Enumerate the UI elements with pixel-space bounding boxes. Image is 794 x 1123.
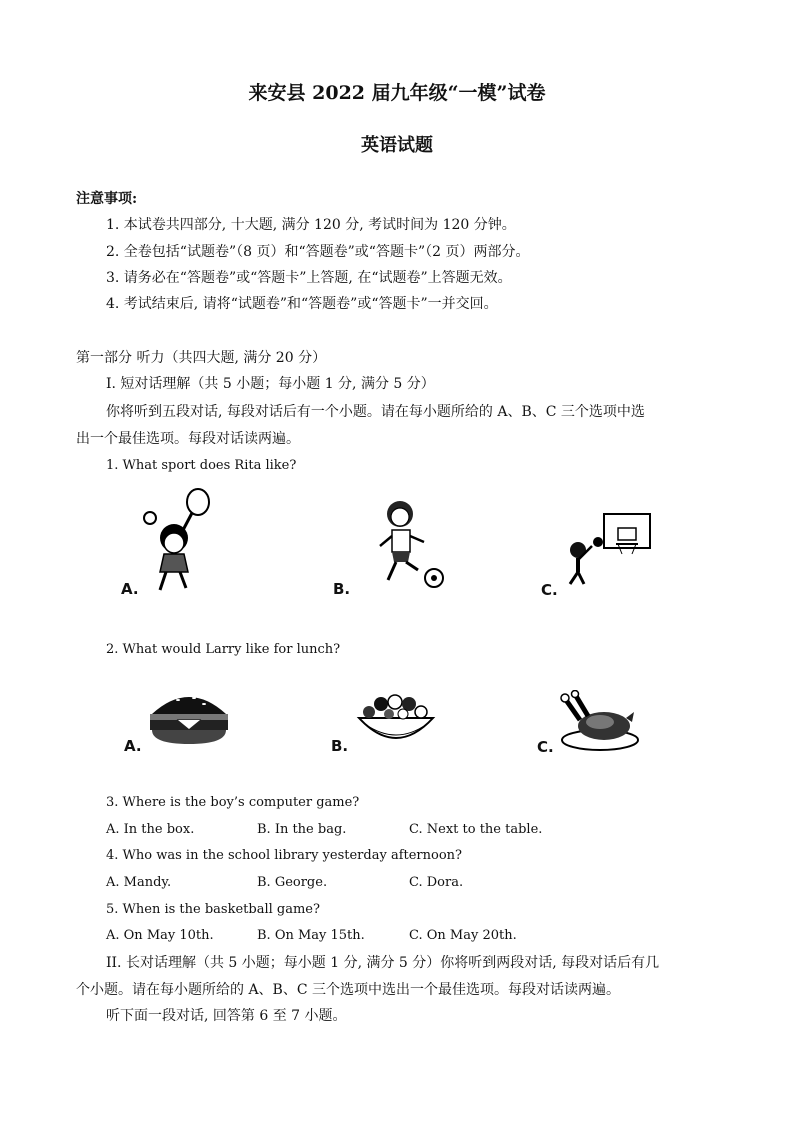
soccer-icon	[374, 498, 446, 590]
option-b: B. On May 15th.	[257, 928, 365, 943]
option-b-label: B.	[331, 737, 349, 755]
question-1: 1. What sport does Rita like?	[106, 458, 297, 473]
option-c-label: C.	[541, 581, 558, 599]
tennis-icon	[140, 488, 220, 596]
hamburger-icon	[148, 688, 230, 748]
option-c: C. Next to the table.	[409, 822, 543, 837]
section-2-instruction: 个小题。请在每小题所给的 A、B、C 三个选项中选出一个最佳选项。每段对话读两遍。	[76, 982, 621, 998]
option-a: A. In the box.	[106, 822, 195, 837]
option-c: C. On May 20th.	[409, 928, 517, 943]
option-b: B. In the bag.	[257, 822, 347, 837]
option-c-label: C.	[537, 738, 554, 756]
part-heading: 第一部分 听力（共四大题, 满分 20 分）	[76, 350, 327, 366]
notice-heading: 注意事项:	[76, 191, 138, 207]
notice-item: 1. 本试卷共四部分, 十大题, 满分 120 分, 考试时间为 120 分钟。	[106, 217, 516, 233]
question-3: 3. Where is the boy’s computer game?	[106, 795, 360, 810]
notice-item: 2. 全卷包括“试题卷”（8 页）和“答题卷”或“答题卡”（2 页）两部分。	[106, 244, 530, 260]
option-a: A. Mandy.	[106, 875, 172, 890]
option-c: C. Dora.	[409, 875, 464, 890]
salad-icon	[355, 690, 437, 750]
section-2-instruction: 听下面一段对话, 回答第 6 至 7 小题。	[106, 1008, 347, 1024]
notice-item: 3. 请务必在“答题卷”或“答题卡”上答题, 在“试题卷”上答题无效。	[106, 270, 512, 286]
notice-item: 4. 考试结束后, 请将“试题卷”和“答题卷”或“答题卡”一并交回。	[106, 296, 498, 312]
roast-chicken-icon	[560, 690, 640, 754]
option-b-label: B.	[333, 580, 351, 598]
option-b: B. George.	[257, 875, 328, 890]
paper-subtitle: 英语试题	[361, 135, 433, 156]
option-a: A. On May 10th.	[106, 928, 214, 943]
basketball-icon	[560, 510, 656, 586]
section-2-instruction: II. 长对话理解（共 5 小题；每小题 1 分, 满分 5 分）你将听到两段对话, 每段对话后有几	[106, 955, 660, 971]
option-a-label: A.	[124, 737, 142, 755]
section-title: I. 短对话理解（共 5 小题；每小题 1 分, 满分 5 分）	[106, 376, 435, 392]
question-5: 5. When is the basketball game?	[106, 902, 320, 917]
paper-title: 来安县 2022 届九年级“一模”试卷	[248, 82, 546, 104]
section-instruction: 你将听到五段对话, 每段对话后有一个小题。请在每小题所给的 A、B、C 三个选项中选	[106, 404, 645, 420]
question-2: 2. What would Larry like for lunch?	[106, 642, 341, 657]
option-a-label: A.	[121, 580, 139, 598]
question-4: 4. Who was in the school library yesterday afternoon?	[106, 848, 463, 863]
section-instruction: 出一个最佳选项。每段对话读两遍。	[76, 431, 300, 447]
